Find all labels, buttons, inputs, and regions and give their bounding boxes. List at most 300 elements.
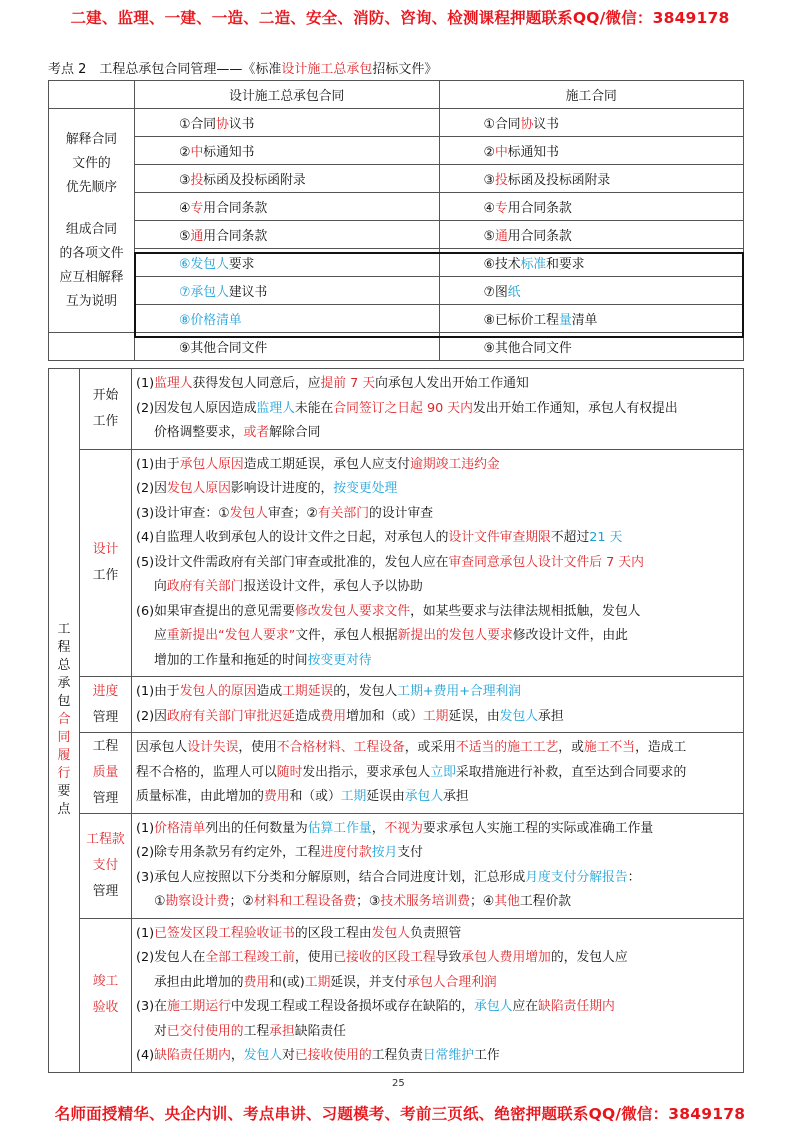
- text-segment: (1)由于: [136, 684, 180, 699]
- section-label: [80, 449, 132, 677]
- construction-doc: [439, 165, 744, 193]
- design-build-doc: [135, 277, 440, 305]
- section-label: [80, 813, 132, 918]
- priority-label-line: 组成合同: [65, 221, 118, 237]
- text-segment: ；④: [469, 894, 495, 909]
- text-segment: 增加和（或）: [346, 708, 423, 724]
- text-segment: 延误，由: [448, 708, 500, 724]
- text-segment: 月度支付分解报告: [525, 869, 628, 885]
- text-segment: 发包人: [229, 505, 268, 521]
- design-build-doc: [135, 137, 440, 165]
- text-segment: 价格调整要求，: [154, 425, 244, 440]
- text-segment: 承包人: [474, 999, 513, 1014]
- text-segment: 已接收使用的: [294, 1048, 372, 1063]
- text-segment: ②: [483, 145, 495, 160]
- section-label: [80, 918, 132, 1072]
- corner-cell: [49, 81, 135, 109]
- text-segment: 工作: [474, 1048, 500, 1063]
- text-segment: 议书: [228, 117, 255, 132]
- text-segment: 承包人原因: [179, 456, 244, 472]
- text-segment: 合同签订之日起 90 天内: [333, 400, 473, 416]
- text-segment: 的，发包人: [333, 684, 398, 699]
- bottom-banner: 名师面授精华、央企内训、考点串讲、习题模考、考前三页纸、绝密押题联系QQ/微信：3849178: [54, 1105, 746, 1123]
- text-segment: 缺陷责任期内: [154, 1048, 231, 1063]
- text-segment: ，造成工: [635, 740, 687, 755]
- text-segment: 不合格材料、工程设备: [276, 740, 405, 755]
- section-label-line: 进度: [92, 683, 119, 699]
- text-segment: 程不合格的，监理人可以: [136, 764, 277, 780]
- text-segment: 审查同意承包人设计文件后 7 天内: [448, 554, 644, 570]
- text-segment: 对: [282, 1048, 295, 1063]
- text-segment: 用合同条款: [203, 201, 268, 216]
- text-segment: ⑦图: [483, 285, 508, 300]
- text-segment: 设计文件审查期限: [448, 530, 551, 545]
- text-segment: 设计失误: [187, 740, 239, 755]
- text-segment: 勘察设计费: [165, 894, 230, 909]
- text-segment: (4)自监理人收到承包人的设计文件之日起，对承包人的: [136, 530, 449, 545]
- text-segment: 21 天: [589, 530, 623, 545]
- text-segment: 影响设计进度的，: [230, 481, 334, 496]
- table-row: [49, 109, 744, 137]
- section-label: [80, 369, 132, 450]
- section-label-line: 工程款: [86, 831, 125, 847]
- text-segment: 和(或): [269, 974, 305, 990]
- content-line: [136, 1044, 739, 1069]
- text-segment: 承担: [538, 708, 564, 724]
- text-segment: 修改设计文件，由此: [512, 628, 628, 643]
- text-segment: 和（或）: [289, 789, 341, 804]
- text-segment: (2)因: [136, 708, 167, 724]
- text-segment: (5)设计文件需政府有关部门审查或批准的，发包人应在: [136, 554, 449, 570]
- text-segment: 工期: [304, 974, 331, 990]
- section-label-line: 竣工: [92, 974, 119, 989]
- section-row: [49, 813, 744, 918]
- text-segment: 工期延误: [282, 684, 334, 699]
- text-segment: 质量标准，由此增加的: [136, 789, 264, 804]
- table-row: [49, 193, 744, 221]
- text-segment: 列出的任何数量为: [205, 820, 308, 836]
- table-row: [49, 221, 744, 249]
- vertical-char: 包: [57, 694, 71, 710]
- content-line: [136, 421, 739, 446]
- text-segment: 全部工程竣工前: [205, 950, 295, 965]
- construction-doc: [439, 109, 744, 137]
- content-line: [136, 866, 739, 891]
- text-segment: 因承包人: [136, 740, 188, 755]
- content-line: [136, 502, 739, 527]
- text-segment: 协: [216, 117, 229, 132]
- text-segment: (1): [136, 376, 155, 391]
- text-segment: 有关部门: [317, 505, 370, 521]
- priority-table: [48, 80, 744, 361]
- text-segment: 承包人合理利润: [407, 974, 497, 990]
- text-segment: 审查；②: [267, 505, 318, 521]
- text-segment: 的，发包人应: [550, 950, 628, 965]
- section-row: [49, 733, 744, 814]
- text-segment: (4): [136, 1048, 155, 1063]
- text-segment: ①合同: [179, 117, 217, 132]
- section-heading: [48, 58, 437, 77]
- section-content: [132, 733, 744, 814]
- content-line: [136, 526, 739, 551]
- text-segment: (2)发包人在: [136, 950, 206, 965]
- text-segment: 标准: [520, 257, 547, 272]
- construction-doc: [439, 305, 744, 333]
- text-segment: 专: [190, 201, 204, 216]
- priority-label-line: 互为说明: [65, 293, 118, 309]
- text-segment: 估算工作量: [307, 820, 372, 836]
- text-segment: 发包人原因: [166, 481, 231, 496]
- section-label-line: 工作: [92, 413, 119, 429]
- content-line: [136, 946, 739, 971]
- text-segment: 标函及投标函附录: [203, 173, 306, 188]
- text-segment: (2)除专用条款另有约定外，工程: [136, 845, 321, 860]
- vertical-char: 履: [57, 748, 71, 764]
- section-label-line: 工作: [92, 567, 119, 583]
- text-segment: 用合同条款: [203, 229, 268, 244]
- text-segment: 的区段工程由: [294, 925, 372, 941]
- design-build-doc: [135, 109, 440, 137]
- text-segment: 不视为: [384, 820, 423, 836]
- section-label-line: 支付: [92, 857, 119, 873]
- section-label-line: 工程: [92, 738, 119, 754]
- text-segment: 工期: [340, 789, 367, 804]
- content-line: [136, 761, 739, 786]
- text-segment: 议书: [533, 117, 559, 132]
- text-segment: 造成工期延误，承包人应支付: [243, 456, 411, 472]
- text-segment: 协: [520, 117, 534, 132]
- text-segment: 中发现工程或工程设备损坏或存在缺陷的，: [230, 999, 475, 1014]
- priority-label-cell: [49, 109, 135, 333]
- text-segment: 价格清单: [154, 820, 206, 836]
- content-line: [136, 680, 739, 705]
- text-segment: 应在: [512, 999, 539, 1014]
- table-row: [49, 305, 744, 333]
- text-segment: 按变更处理: [333, 481, 398, 496]
- text-segment: (1)由于: [136, 456, 180, 472]
- text-segment: 用合同条款: [507, 201, 572, 216]
- design-build-doc: [135, 165, 440, 193]
- text-segment: 发包人: [371, 925, 411, 941]
- construction-doc: [439, 249, 744, 277]
- text-segment: 清单: [571, 313, 598, 328]
- section-row: [49, 449, 744, 677]
- section-content: [132, 369, 744, 450]
- empty-cell: [49, 333, 135, 361]
- text-segment: ④: [483, 201, 495, 216]
- text-segment: 工程: [243, 1023, 270, 1039]
- construction-doc: [439, 193, 744, 221]
- content-line: [136, 890, 739, 915]
- text-segment: ⑤: [179, 229, 191, 244]
- content-line: [136, 453, 739, 478]
- text-segment: 发包人的原因: [179, 684, 257, 699]
- text-segment: 获得发包人同意后，应: [192, 376, 321, 391]
- construction-doc: [439, 221, 744, 249]
- text-segment: 工程负责: [371, 1048, 423, 1063]
- text-segment: 承包人: [404, 789, 444, 804]
- section-content: [132, 918, 744, 1072]
- text-segment: 通: [494, 229, 508, 244]
- table-row: [49, 333, 744, 361]
- content-line: [136, 841, 739, 866]
- content-line: [136, 575, 739, 600]
- text-segment: ：: [627, 869, 641, 885]
- section-row: [49, 369, 744, 450]
- text-segment: 向承包人发出开始工作通知: [375, 376, 529, 391]
- text-segment: 其他: [494, 894, 520, 909]
- text-segment: 支付: [397, 845, 423, 860]
- text-segment: 重新提出“发包人要求”: [166, 628, 296, 643]
- table-row: [49, 137, 744, 165]
- text-segment: 标通知书: [507, 145, 559, 160]
- section-content: [132, 813, 744, 918]
- text-segment: 按月: [371, 845, 398, 860]
- heading-part-3: 招标文件》: [372, 62, 438, 77]
- text-segment: 或者: [243, 425, 270, 440]
- text-segment: 承包人费用增加: [461, 950, 551, 965]
- text-segment: ⑤: [483, 229, 495, 244]
- text-segment: ⑧价格清单: [179, 313, 242, 328]
- content-line: [136, 922, 739, 947]
- top-banner: 二建、监理、一建、一造、二造、安全、消防、咨询、检测课程押题联系QQ/微信：3849178: [70, 9, 730, 27]
- text-segment: 投: [190, 173, 204, 188]
- vertical-char: 同: [57, 730, 71, 746]
- content-line: [136, 785, 739, 810]
- vertical-char: 承: [57, 676, 71, 692]
- text-segment: 向: [154, 579, 167, 594]
- section-row: [49, 677, 744, 733]
- text-segment: ⑥技术: [483, 257, 521, 272]
- design-build-doc: [135, 193, 440, 221]
- text-segment: 进度付款: [320, 845, 372, 860]
- text-segment: 延误，并支付: [330, 974, 408, 990]
- text-segment: 投: [494, 173, 508, 188]
- text-segment: 要求承包人实施工程的实际或准确工作量: [422, 820, 654, 836]
- text-segment: 已接收的区段工程: [333, 950, 436, 965]
- text-segment: 监理人: [154, 376, 193, 391]
- section-label-line: 管理: [92, 883, 119, 899]
- text-segment: ，如某些要求与法律法规相抵触，发包人: [410, 603, 641, 619]
- text-segment: 延误由: [366, 789, 405, 804]
- section-label-line: 质量: [92, 764, 119, 780]
- text-segment: ；③: [356, 894, 381, 909]
- section-label-line: 管理: [92, 709, 119, 725]
- text-segment: (1): [136, 820, 155, 836]
- text-segment: 要求: [228, 257, 255, 272]
- content-line: [136, 600, 739, 625]
- text-segment: 费用: [320, 708, 347, 724]
- text-segment: 缺陷责任期内: [538, 999, 615, 1014]
- priority-label-line: 文件的: [72, 155, 111, 171]
- text-segment: 材料和工程设备费: [253, 894, 357, 909]
- text-segment: 工程价款: [519, 894, 572, 909]
- text-segment: ，或采用: [404, 740, 456, 755]
- text-segment: 中: [494, 145, 508, 160]
- text-segment: 导致: [435, 950, 462, 965]
- text-segment: ③: [483, 173, 495, 188]
- construction-doc: [439, 333, 744, 361]
- text-segment: 报送设计文件，承包人予以协助: [243, 579, 423, 594]
- text-segment: 解除合同: [269, 425, 321, 440]
- priority-label-line: 应互相解释: [59, 269, 124, 285]
- text-segment: (2)因: [136, 481, 167, 496]
- text-segment: 监理人: [256, 400, 295, 416]
- text-segment: 工期+费用+合理利润: [397, 684, 522, 699]
- text-segment: 发出指示，要求承包人: [302, 764, 431, 780]
- content-line: [136, 372, 739, 397]
- content-line: [136, 736, 739, 761]
- text-segment: 量: [558, 313, 572, 328]
- text-segment: ①合同: [483, 117, 521, 132]
- text-segment: 承担: [269, 1023, 295, 1039]
- text-segment: 建议书: [228, 285, 268, 300]
- section-content: [132, 449, 744, 677]
- text-segment: ⑧已标价工程: [483, 313, 559, 328]
- content-line: [136, 1020, 739, 1045]
- text-segment: 纸: [507, 285, 521, 300]
- text-segment: 发出开始工作通知，承包人有权提出: [472, 400, 678, 416]
- text-segment: 标通知书: [203, 145, 255, 160]
- content-line: [136, 971, 739, 996]
- text-segment: ，使用: [238, 740, 277, 755]
- text-segment: 专: [494, 201, 508, 216]
- page-number: 25: [392, 1078, 405, 1089]
- text-segment: ⑥发包人: [179, 257, 229, 272]
- column-header: 施工合同: [439, 81, 744, 109]
- text-segment: ①: [154, 894, 166, 909]
- text-segment: 应: [154, 628, 167, 643]
- text-segment: 增加的工作量和拖延的时间: [154, 652, 308, 668]
- text-segment: 不适当的施工工艺: [455, 740, 559, 755]
- content-line: [136, 551, 739, 576]
- text-segment: (3)设计审查：①: [136, 505, 230, 521]
- text-segment: 造成: [256, 684, 283, 699]
- text-segment: 标函及投标函附录: [507, 173, 611, 188]
- design-build-doc: [135, 249, 440, 277]
- vertical-title: [49, 369, 80, 1073]
- table-row: [49, 165, 744, 193]
- text-segment: 发包人: [499, 708, 539, 724]
- construction-doc: [439, 277, 744, 305]
- text-segment: 未能在: [294, 400, 334, 416]
- vertical-char: 点: [57, 802, 71, 818]
- text-segment: 中: [190, 145, 204, 160]
- text-segment: (3)承包人应按照以下分类和分解原则，结合合同进度计划，汇总形成: [136, 869, 526, 885]
- content-line: [136, 624, 739, 649]
- vertical-char: 总: [57, 658, 71, 674]
- text-segment: 通: [190, 229, 204, 244]
- design-build-doc: [135, 221, 440, 249]
- content-line: [136, 705, 739, 730]
- text-segment: (6)如果审查提出的意见需要: [136, 603, 295, 619]
- vertical-char: 合: [57, 712, 71, 728]
- text-segment: ③: [179, 173, 191, 188]
- vertical-char: 工: [57, 622, 71, 638]
- text-segment: ④: [179, 201, 191, 216]
- text-segment: 用合同条款: [507, 229, 572, 244]
- content-line: [136, 477, 739, 502]
- text-segment: 采取措施进行补救，直至达到合同要求的: [455, 764, 687, 780]
- text-segment: 施工期运行: [166, 999, 231, 1014]
- text-segment: 工期: [422, 708, 449, 724]
- text-segment: 已签发区段工程验收证书: [154, 925, 295, 941]
- section-label: [80, 677, 132, 733]
- section-content: [132, 677, 744, 733]
- heading-part-2: 设计施工总承包: [281, 62, 373, 77]
- content-line: [136, 995, 739, 1020]
- text-segment: 的设计审查: [369, 505, 434, 521]
- vertical-char: 要: [57, 784, 71, 800]
- text-segment: ，: [371, 820, 385, 836]
- text-segment: (1): [136, 925, 155, 941]
- text-segment: (3)在: [136, 999, 167, 1014]
- text-segment: 不超过: [550, 530, 590, 545]
- text-segment: 逾期竣工违约金: [410, 456, 500, 472]
- section-label-line: 管理: [92, 790, 119, 806]
- text-segment: 修改发包人要求文件: [294, 603, 411, 619]
- text-segment: ，或: [558, 740, 584, 755]
- column-header: 设计施工总承包合同: [135, 81, 440, 109]
- text-segment: ，: [230, 1048, 244, 1063]
- text-segment: 日常维护: [422, 1048, 475, 1063]
- text-segment: 承担: [443, 789, 469, 804]
- priority-label-line: 优先顺序: [65, 179, 118, 195]
- text-segment: 提前 7 天: [320, 376, 376, 391]
- text-segment: 政府有关部门: [166, 579, 244, 594]
- priority-label-line: 解释合同: [65, 131, 118, 147]
- table-header-row: [49, 81, 744, 109]
- text-segment: 对: [154, 1023, 167, 1039]
- heading-part-1: 考点 2 工程总承包合同管理——《标准: [48, 62, 282, 77]
- text-segment: ⑦承包人: [179, 285, 229, 300]
- text-segment: 随时: [276, 764, 303, 780]
- text-segment: 缺陷责任: [294, 1023, 346, 1039]
- text-segment: 费用: [263, 789, 290, 804]
- text-segment: 政府有关部门审批迟延: [166, 708, 295, 724]
- text-segment: ，使用: [294, 950, 334, 965]
- text-segment: 新提出的发包人要求: [397, 628, 513, 643]
- section-label-line: 验收: [92, 1000, 119, 1015]
- priority-label-line: 的各项文件: [59, 245, 124, 261]
- design-build-doc: [135, 305, 440, 333]
- section-label-line: 开始: [92, 387, 119, 403]
- construction-doc: [439, 137, 744, 165]
- text-segment: 技术服务培训费: [380, 894, 470, 909]
- text-segment: 文件，承包人根据: [295, 628, 398, 643]
- design-build-doc: [135, 333, 440, 361]
- content-line: [136, 649, 739, 674]
- text-segment: 负责照管: [410, 925, 462, 941]
- table-row: [49, 249, 744, 277]
- vertical-char: 程: [57, 640, 71, 656]
- text-segment: 施工不当: [583, 740, 636, 755]
- text-segment: (2)因发包人原因造成: [136, 400, 257, 416]
- text-segment: 按变更对待: [307, 652, 372, 668]
- text-segment: ；②: [229, 894, 254, 909]
- section-label: [80, 733, 132, 814]
- performance-table: [48, 368, 744, 1073]
- text-segment: 和要求: [546, 257, 585, 272]
- section-row: [49, 918, 744, 1072]
- text-segment: 立即: [430, 764, 456, 780]
- text-segment: 费用: [243, 974, 270, 990]
- text-segment: 承担由此增加的: [154, 974, 244, 990]
- text-segment: 造成: [294, 708, 321, 724]
- text-segment: ⑨其他合同文件: [483, 341, 572, 356]
- section-label-line: 设计: [92, 541, 119, 557]
- content-line: [136, 397, 739, 422]
